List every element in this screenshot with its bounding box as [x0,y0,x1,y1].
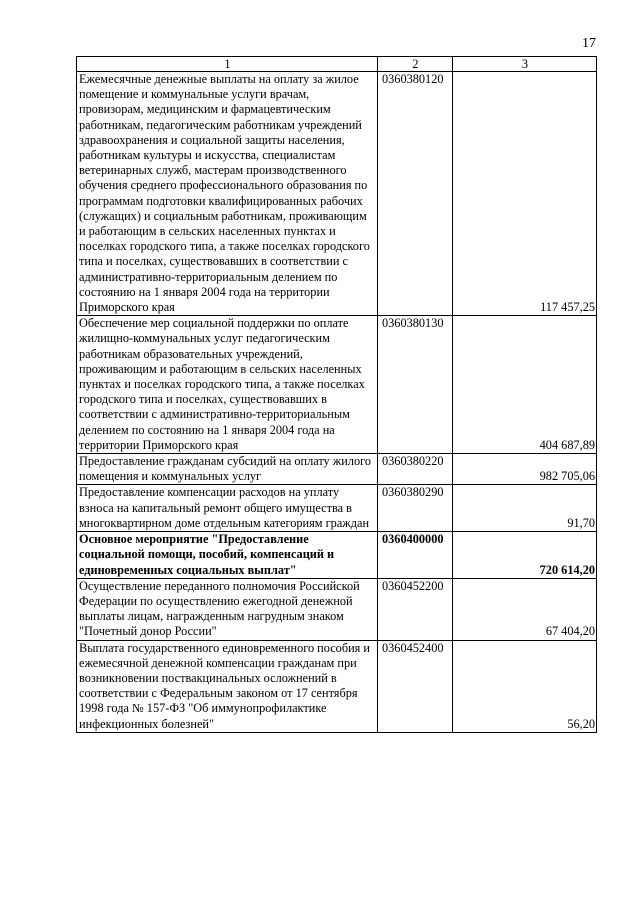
row-name: Выплата государственного единовременного пособия и ежемесячной денежной компенсации гражданам при возникновении поствакцинальных осложнений в соответствии с Федеральным законом от 17 сентября 1998 года № 157-ФЗ "Об иммунопрофилактике инфекционных болезней" [77,640,378,732]
table-row [77,454,597,485]
row-code: 0360380130 [378,316,453,454]
header-col-3: 3 [453,57,597,72]
row-amount: 117 457,25 [453,72,597,316]
row-name: Основное мероприятие "Предоставление социальной помощи, пособий, компенсаций и единовременных социальных выплат" [77,532,378,579]
row-amount: 56,20 [453,640,597,732]
row-code: 0360380120 [378,72,453,316]
table-row [77,72,597,316]
page-number: 17 [582,36,596,51]
table-row [77,640,597,732]
row-amount: 982 705,06 [453,454,597,485]
header-col-2: 2 [378,57,453,72]
header-col-1: 1 [77,57,378,72]
table-row-main-activity [77,532,597,579]
row-code: 0360452200 [378,578,453,640]
row-name: Осуществление переданного полномочия Российской Федерации по осуществлению ежегодной денежной выплаты лицам, награжденным нагрудным знаком "Почетный донор России" [77,578,378,640]
row-code: 0360452400 [378,640,453,732]
row-name: Предоставление гражданам субсидий на оплату жилого помещения и коммунальных услуг [77,454,378,485]
row-code: 0360380290 [378,485,453,532]
table-row [77,485,597,532]
row-code: 0360400000 [378,532,453,579]
table-row [77,316,597,454]
row-name: Ежемесячные денежные выплаты на оплату за жилое помещение и коммунальные услуги врачам, провизорам, медицинским и фармацевтическим работникам, педагогическим работникам учреждений здравоохранения и социальной защиты населения, работникам культуры и искусства, специалистам ветеринарных служб, мастерам производственного обучения среднего профессионального образования по программам подготовки квалифицированных рабочих (служащих) и социальным работникам, проживающим и работающим в сельских населенных пунктах и поселках городского типа, а также поселках городского типа и поселках, существовавших в соответствии с административно-территориальным делением по состоянию на 1 января 2004 года на территории Приморского края [77,72,378,316]
row-name: Предоставление компенсации расходов на уплату взноса на капитальный ремонт общего имущества в многоквартирном доме отдельным категориям граждан [77,485,378,532]
row-amount: 720 614,20 [453,532,597,579]
row-amount: 67 404,20 [453,578,597,640]
table-body [77,72,597,733]
table-row [77,578,597,640]
row-amount: 91,70 [453,485,597,532]
header-row [77,57,597,72]
table-header [77,57,597,72]
row-amount: 404 687,89 [453,316,597,454]
budget-table [76,56,597,733]
row-name: Обеспечение мер социальной поддержки по оплате жилищно-коммунальных услуг педагогическим работникам образовательных учреждений, проживающим и работающим в сельских населенных пунктах и поселках городского типа, а также поселках городского типа и поселках, существовавших в соответствии с административно-территориальным делением по состоянию на 1 января 2004 года на территории Приморского края [77,316,378,454]
row-code: 0360380220 [378,454,453,485]
